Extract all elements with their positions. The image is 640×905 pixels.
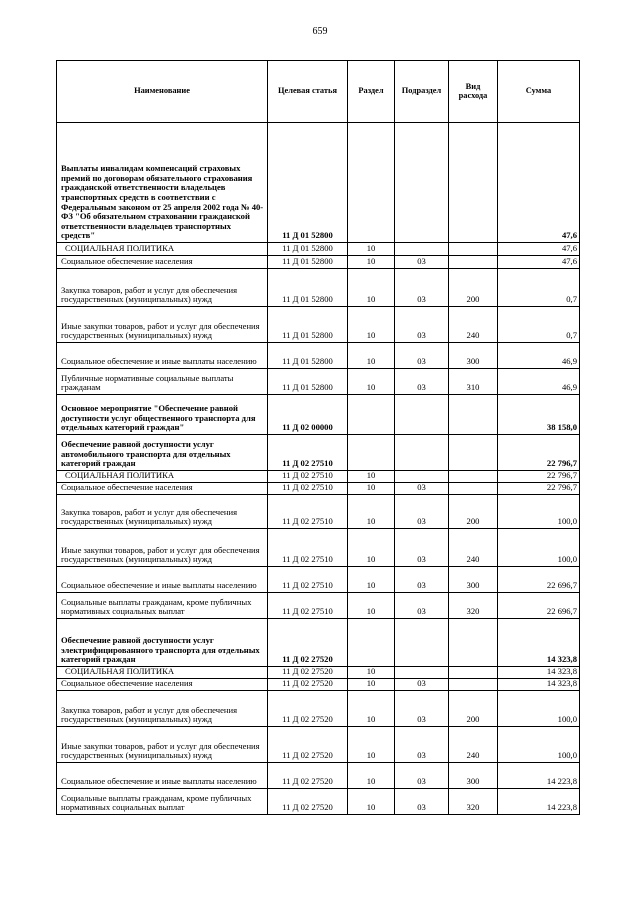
header-expense-kind: Вид расхода bbox=[449, 61, 498, 123]
row-sum-cell: 38 158,0 bbox=[498, 395, 580, 435]
row-subsection-cell: 03 bbox=[395, 691, 449, 727]
row-name-cell: Социальное обеспечение и иные выплаты населению bbox=[57, 343, 268, 369]
row-target-article-cell: 11 Д 02 27520 bbox=[268, 667, 348, 679]
row-expense-kind-cell: 300 bbox=[449, 343, 498, 369]
row-subsection-cell bbox=[395, 667, 449, 679]
table-row bbox=[57, 395, 580, 435]
table-row bbox=[57, 529, 580, 567]
row-sum-cell: 22 796,7 bbox=[498, 483, 580, 495]
row-sum-cell: 0,7 bbox=[498, 307, 580, 343]
row-section-cell: 10 bbox=[348, 256, 395, 269]
row-name-cell: Социальное обеспечение населения bbox=[57, 679, 268, 691]
table-header-row bbox=[57, 61, 580, 123]
row-target-article-cell: 11 Д 02 27520 bbox=[268, 691, 348, 727]
row-subsection-cell: 03 bbox=[395, 567, 449, 593]
table-row bbox=[57, 343, 580, 369]
budget-table bbox=[56, 60, 580, 815]
row-section-cell: 10 bbox=[348, 243, 395, 256]
row-expense-kind-cell: 200 bbox=[449, 495, 498, 529]
row-subsection-cell: 03 bbox=[395, 256, 449, 269]
row-expense-kind-cell bbox=[449, 667, 498, 679]
row-section-cell: 10 bbox=[348, 495, 395, 529]
row-subsection-cell: 03 bbox=[395, 369, 449, 395]
table-row bbox=[57, 495, 580, 529]
row-section-cell bbox=[348, 435, 395, 471]
row-name-cell: Социальное обеспечение и иные выплаты населению bbox=[57, 763, 268, 789]
row-name-cell: Социальные выплаты гражданам, кроме публичных нормативных социальных выплат bbox=[57, 593, 268, 619]
table-row bbox=[57, 369, 580, 395]
table-row bbox=[57, 593, 580, 619]
row-target-article-cell: 11 Д 02 27510 bbox=[268, 495, 348, 529]
row-name-cell: Социальное обеспечение населения bbox=[57, 483, 268, 495]
table-body bbox=[57, 123, 580, 815]
row-sum-cell: 0,7 bbox=[498, 269, 580, 307]
table-row bbox=[57, 789, 580, 815]
row-name-cell: Социальное обеспечение населения bbox=[57, 256, 268, 269]
row-name-cell: Иные закупки товаров, работ и услуг для обеспечения государственных (муниципальных) нужд bbox=[57, 307, 268, 343]
table-row bbox=[57, 123, 580, 243]
row-sum-cell: 22 796,7 bbox=[498, 471, 580, 483]
row-target-article-cell: 11 Д 02 27520 bbox=[268, 727, 348, 763]
row-name-cell: СОЦИАЛЬНАЯ ПОЛИТИКА bbox=[57, 243, 268, 256]
row-expense-kind-cell bbox=[449, 619, 498, 667]
row-name-cell: Закупка товаров, работ и услуг для обеспечения государственных (муниципальных) нужд bbox=[57, 691, 268, 727]
row-sum-cell: 100,0 bbox=[498, 529, 580, 567]
row-expense-kind-cell: 240 bbox=[449, 307, 498, 343]
row-subsection-cell: 03 bbox=[395, 593, 449, 619]
row-expense-kind-cell: 200 bbox=[449, 269, 498, 307]
row-name-cell: Основное мероприятие "Обеспечение равной доступности услуг общественного транспорта для отдельных категорий граждан" bbox=[57, 395, 268, 435]
row-section-cell: 10 bbox=[348, 667, 395, 679]
row-name-cell: Социальные выплаты гражданам, кроме публичных нормативных социальных выплат bbox=[57, 789, 268, 815]
row-target-article-cell: 11 Д 01 52800 bbox=[268, 256, 348, 269]
row-name-cell: Закупка товаров, работ и услуг для обеспечения государственных (муниципальных) нужд bbox=[57, 269, 268, 307]
row-sum-cell: 14 323,8 bbox=[498, 679, 580, 691]
table-row bbox=[57, 763, 580, 789]
row-expense-kind-cell: 300 bbox=[449, 763, 498, 789]
row-section-cell: 10 bbox=[348, 529, 395, 567]
row-target-article-cell: 11 Д 01 52800 bbox=[268, 269, 348, 307]
row-subsection-cell bbox=[395, 471, 449, 483]
row-section-cell: 10 bbox=[348, 471, 395, 483]
row-name-cell: Социальное обеспечение и иные выплаты населению bbox=[57, 567, 268, 593]
table-row bbox=[57, 256, 580, 269]
row-target-article-cell: 11 Д 01 52800 bbox=[268, 243, 348, 256]
row-subsection-cell: 03 bbox=[395, 763, 449, 789]
row-subsection-cell: 03 bbox=[395, 483, 449, 495]
row-subsection-cell: 03 bbox=[395, 269, 449, 307]
row-subsection-cell: 03 bbox=[395, 679, 449, 691]
row-name-cell: СОЦИАЛЬНАЯ ПОЛИТИКА bbox=[57, 471, 268, 483]
header-sum: Сумма bbox=[498, 61, 580, 123]
row-expense-kind-cell: 310 bbox=[449, 369, 498, 395]
row-expense-kind-cell bbox=[449, 483, 498, 495]
row-sum-cell: 22 696,7 bbox=[498, 567, 580, 593]
row-sum-cell: 100,0 bbox=[498, 691, 580, 727]
row-target-article-cell: 11 Д 02 27520 bbox=[268, 619, 348, 667]
row-section-cell: 10 bbox=[348, 567, 395, 593]
row-target-article-cell: 11 Д 01 52800 bbox=[268, 343, 348, 369]
row-target-article-cell: 11 Д 02 00000 bbox=[268, 395, 348, 435]
row-expense-kind-cell: 200 bbox=[449, 691, 498, 727]
table-row bbox=[57, 435, 580, 471]
row-name-cell: Обеспечение равной доступности услуг автомобильного транспорта для отдельных категорий граждан bbox=[57, 435, 268, 471]
row-expense-kind-cell: 320 bbox=[449, 593, 498, 619]
table-row bbox=[57, 307, 580, 343]
row-target-article-cell: 11 Д 02 27510 bbox=[268, 435, 348, 471]
row-target-article-cell: 11 Д 02 27510 bbox=[268, 483, 348, 495]
row-name-cell: Иные закупки товаров, работ и услуг для обеспечения государственных (муниципальных) нужд bbox=[57, 727, 268, 763]
table-row bbox=[57, 243, 580, 256]
row-expense-kind-cell bbox=[449, 435, 498, 471]
table-row bbox=[57, 727, 580, 763]
table-row bbox=[57, 483, 580, 495]
row-section-cell bbox=[348, 123, 395, 243]
row-sum-cell: 47,6 bbox=[498, 123, 580, 243]
row-sum-cell: 46,9 bbox=[498, 369, 580, 395]
row-expense-kind-cell: 240 bbox=[449, 727, 498, 763]
row-target-article-cell: 11 Д 01 52800 bbox=[268, 123, 348, 243]
row-target-article-cell: 11 Д 02 27520 bbox=[268, 763, 348, 789]
row-subsection-cell: 03 bbox=[395, 789, 449, 815]
row-target-article-cell: 11 Д 01 52800 bbox=[268, 307, 348, 343]
row-target-article-cell: 11 Д 01 52800 bbox=[268, 369, 348, 395]
row-section-cell: 10 bbox=[348, 593, 395, 619]
row-subsection-cell bbox=[395, 123, 449, 243]
row-sum-cell: 22 696,7 bbox=[498, 593, 580, 619]
row-section-cell: 10 bbox=[348, 369, 395, 395]
row-sum-cell: 22 796,7 bbox=[498, 435, 580, 471]
table-row bbox=[57, 619, 580, 667]
row-sum-cell: 14 323,8 bbox=[498, 619, 580, 667]
header-subsection: Подраздел bbox=[395, 61, 449, 123]
row-subsection-cell: 03 bbox=[395, 529, 449, 567]
row-subsection-cell: 03 bbox=[395, 343, 449, 369]
row-name-cell: Обеспечение равной доступности услуг электрифицированного транспорта для отдельных категорий граждан bbox=[57, 619, 268, 667]
row-sum-cell: 47,6 bbox=[498, 256, 580, 269]
row-section-cell bbox=[348, 619, 395, 667]
row-target-article-cell: 11 Д 02 27520 bbox=[268, 789, 348, 815]
row-subsection-cell bbox=[395, 243, 449, 256]
table-row bbox=[57, 679, 580, 691]
header-section: Раздел bbox=[348, 61, 395, 123]
row-section-cell: 10 bbox=[348, 307, 395, 343]
row-sum-cell: 14 223,8 bbox=[498, 789, 580, 815]
row-subsection-cell bbox=[395, 619, 449, 667]
row-sum-cell: 14 223,8 bbox=[498, 763, 580, 789]
row-name-cell: СОЦИАЛЬНАЯ ПОЛИТИКА bbox=[57, 667, 268, 679]
row-subsection-cell: 03 bbox=[395, 495, 449, 529]
row-section-cell bbox=[348, 395, 395, 435]
row-subsection-cell: 03 bbox=[395, 727, 449, 763]
header-target-article: Целевая статья bbox=[268, 61, 348, 123]
row-expense-kind-cell bbox=[449, 123, 498, 243]
row-expense-kind-cell bbox=[449, 243, 498, 256]
row-target-article-cell: 11 Д 02 27520 bbox=[268, 679, 348, 691]
row-target-article-cell: 11 Д 02 27510 bbox=[268, 567, 348, 593]
table-row bbox=[57, 567, 580, 593]
row-sum-cell: 100,0 bbox=[498, 495, 580, 529]
row-name-cell: Закупка товаров, работ и услуг для обеспечения государственных (муниципальных) нужд bbox=[57, 495, 268, 529]
row-section-cell: 10 bbox=[348, 269, 395, 307]
row-expense-kind-cell: 240 bbox=[449, 529, 498, 567]
row-expense-kind-cell: 320 bbox=[449, 789, 498, 815]
row-expense-kind-cell bbox=[449, 471, 498, 483]
row-sum-cell: 46,9 bbox=[498, 343, 580, 369]
row-name-cell: Выплаты инвалидам компенсаций страховых премий по договорам обязательного страхования гражданской ответственности владельцев транспортных средств в соответствии с Федеральным законом от 25 апреля 2002 года № 40-ФЗ "Об обязательном страховании гражданской ответственности владельцев транспортных средств" bbox=[57, 123, 268, 243]
table-row bbox=[57, 471, 580, 483]
page-number: 659 bbox=[312, 26, 328, 37]
row-section-cell: 10 bbox=[348, 763, 395, 789]
table-row bbox=[57, 269, 580, 307]
row-sum-cell: 14 323,8 bbox=[498, 667, 580, 679]
row-target-article-cell: 11 Д 02 27510 bbox=[268, 471, 348, 483]
row-section-cell: 10 bbox=[348, 483, 395, 495]
row-expense-kind-cell bbox=[449, 679, 498, 691]
row-section-cell: 10 bbox=[348, 691, 395, 727]
row-section-cell: 10 bbox=[348, 343, 395, 369]
row-subsection-cell bbox=[395, 435, 449, 471]
row-section-cell: 10 bbox=[348, 679, 395, 691]
header-name: Наименование bbox=[57, 61, 268, 123]
row-target-article-cell: 11 Д 02 27510 bbox=[268, 593, 348, 619]
table-row bbox=[57, 667, 580, 679]
row-name-cell: Иные закупки товаров, работ и услуг для обеспечения государственных (муниципальных) нужд bbox=[57, 529, 268, 567]
row-expense-kind-cell: 300 bbox=[449, 567, 498, 593]
row-target-article-cell: 11 Д 02 27510 bbox=[268, 529, 348, 567]
row-section-cell: 10 bbox=[348, 727, 395, 763]
table-row bbox=[57, 691, 580, 727]
row-sum-cell: 47,6 bbox=[498, 243, 580, 256]
row-expense-kind-cell bbox=[449, 395, 498, 435]
row-subsection-cell bbox=[395, 395, 449, 435]
row-expense-kind-cell bbox=[449, 256, 498, 269]
row-subsection-cell: 03 bbox=[395, 307, 449, 343]
row-section-cell: 10 bbox=[348, 789, 395, 815]
row-name-cell: Публичные нормативные социальные выплаты гражданам bbox=[57, 369, 268, 395]
row-sum-cell: 100,0 bbox=[498, 727, 580, 763]
